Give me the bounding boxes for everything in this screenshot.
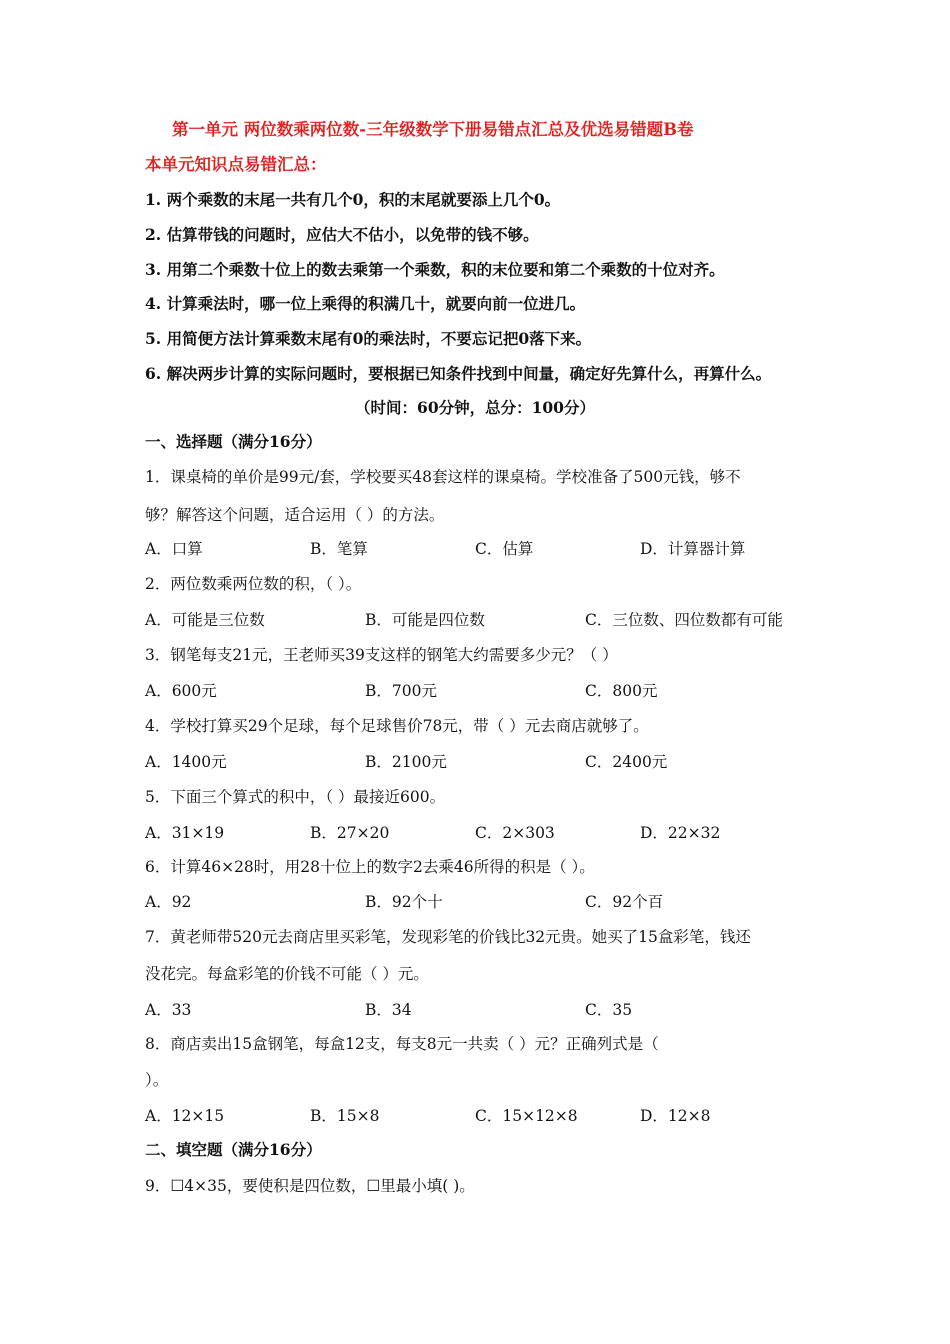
point-2: 2. 估算带钱的问题时，应估大不估小，以免带的钱不够。: [145, 225, 539, 244]
q3-option-c: C．800元: [585, 682, 658, 700]
q4-option-a: A．1400元: [145, 753, 227, 771]
question-2: 2．两位数乘两位数的积，（ ）。: [145, 575, 362, 593]
q5-option-a: A．31×19: [145, 824, 225, 842]
question-7-line-2: 没花完。每盒彩笔的价钱不可能（ ）元。: [145, 965, 429, 983]
q5-option-b: B．27×20: [310, 824, 390, 842]
question-1-line-2: 够？解答这个问题，适合运用（ ）的方法。: [145, 506, 445, 524]
q1-option-c: C．估算: [475, 540, 534, 558]
point-1: 1. 两个乘数的末尾一共有几个0，积的末尾就要添上几个0。: [145, 190, 561, 209]
summary-heading: 本单元知识点易错汇总：: [145, 155, 327, 174]
q5-option-c: C．2×303: [475, 824, 555, 842]
q1-option-a: A．口算: [145, 540, 203, 558]
q1-option-b: B．笔算: [310, 540, 368, 558]
question-3: 3．钢笔每支21元，王老师买39支这样的钢笔大约需要多少元？（ ）: [145, 646, 618, 664]
q7-option-a: A．33: [145, 1001, 192, 1019]
question-7-line-1: 7．黄老师带520元去商店里买彩笔，发现彩笔的价钱比32元贵。她买了15盒彩笔，钱还: [145, 928, 751, 946]
q2-option-b: B．可能是四位数: [365, 611, 485, 629]
question-1-line-1: 1．课桌椅的单价是99元/套，学校要买48套这样的课桌椅。学校准备了500元钱，够不: [145, 468, 741, 486]
q6-option-a: A．92: [145, 893, 192, 911]
q8-option-d: D．12×8: [640, 1107, 711, 1125]
point-5: 5. 用简便方法计算乘数末尾有0的乘法时，不要忘记把0落下来。: [145, 329, 592, 348]
q2-option-c: C．三位数、四位数都有可能: [585, 611, 783, 629]
q7-option-c: C．35: [585, 1001, 633, 1019]
q4-option-b: B．2100元: [365, 753, 447, 771]
q8-option-a: A．12×15: [145, 1107, 225, 1125]
doc-title: 第一单元 两位数乘两位数-三年级数学下册易错点汇总及优选易错题B卷: [172, 120, 694, 139]
q2-option-a: A．可能是三位数: [145, 611, 265, 629]
section-2-heading: 二、填空题（满分16分）: [145, 1140, 322, 1159]
point-3: 3. 用第二个乘数十位上的数去乘第一个乘数，积的末位要和第二个乘数的十位对齐。: [145, 260, 725, 279]
question-5: 5．下面三个算式的积中，（ ）最接近600。: [145, 788, 446, 806]
q3-option-a: A．600元: [145, 682, 217, 700]
q5-option-d: D．22×32: [640, 824, 721, 842]
q1-option-d: D．计算器计算: [640, 540, 746, 558]
section-1-heading: 一、选择题（满分16分）: [145, 432, 322, 451]
q8-option-c: C．15×12×8: [475, 1107, 578, 1125]
question-8-line-2: ）。: [145, 1071, 169, 1089]
q7-option-b: B．34: [365, 1001, 412, 1019]
q8-option-b: B．15×8: [310, 1107, 380, 1125]
q4-option-c: C．2400元: [585, 753, 668, 771]
q6-option-c: C．92个百: [585, 893, 664, 911]
q6-option-b: B．92个十: [365, 893, 443, 911]
point-4: 4. 计算乘法时，哪一位上乘得的积满几十，就要向前一位进几。: [145, 294, 586, 313]
q3-option-b: B．700元: [365, 682, 437, 700]
point-6: 6. 解决两步计算的实际问题时，要根据已知条件找到中间量，确定好先算什么，再算什么。: [145, 364, 772, 383]
question-9: 9．☐4×35，要使积是四位数，☐里最小填( )。: [145, 1177, 475, 1195]
time-info: （时间：60分钟，总分：100分）: [355, 398, 595, 417]
question-6: 6．计算46×28时，用28十位上的数字2去乘46所得的积是（ ）。: [145, 858, 595, 876]
question-4: 4．学校打算买29个足球，每个足球售价78元，带（ ）元去商店就够了。: [145, 717, 649, 735]
question-8-line-1: 8．商店卖出15盒钢笔，每盒12支，每支8元一共卖（ ）元？正确列式是（: [145, 1035, 659, 1053]
